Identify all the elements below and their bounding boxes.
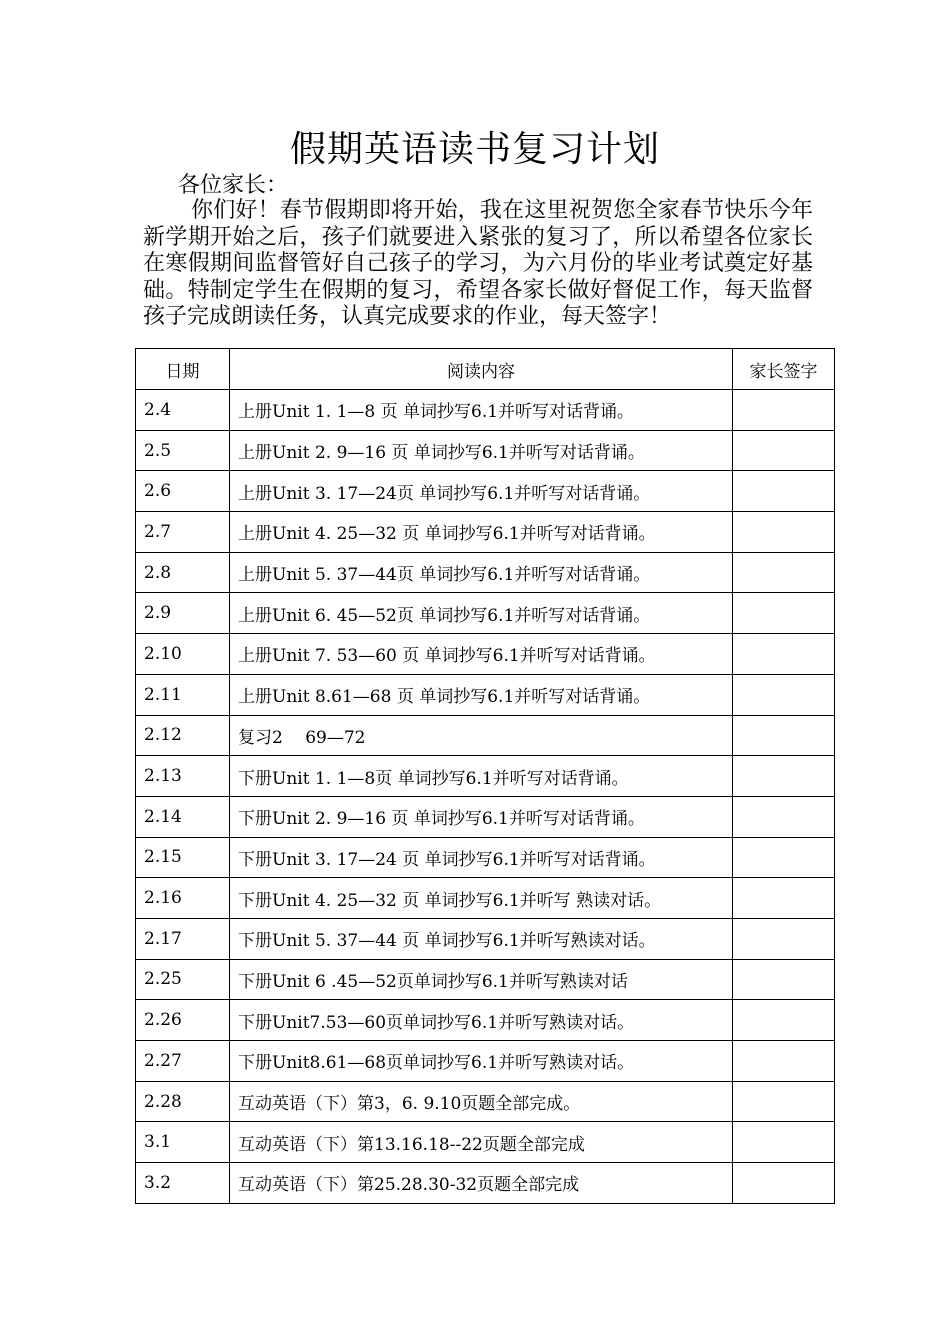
parent-signature-cell[interactable] (733, 837, 835, 878)
date-cell: 2.4 (136, 390, 230, 431)
parent-signature-cell[interactable] (733, 1000, 835, 1041)
table-row (136, 634, 835, 675)
reading-content-cell: 上册Unit 1. 1—8 页 单词抄写6.1并听写对话背诵。 (230, 390, 733, 431)
table-row (136, 1041, 835, 1082)
page-title: 假期英语读书复习计划 (289, 129, 660, 170)
table-row (136, 878, 835, 919)
reading-content-cell: 下册Unit7.53—60页单词抄写6.1并听写熟读对话。 (230, 1000, 733, 1041)
table-row (136, 756, 835, 797)
table-row (136, 512, 835, 553)
table-row (136, 1081, 835, 1122)
reading-content-cell: 上册Unit 3. 17—24页 单词抄写6.1并听写对话背诵。 (230, 471, 733, 512)
parent-signature-cell[interactable] (733, 634, 835, 675)
reading-content-cell: 上册Unit 8.61—68 页 单词抄写6.1并听写对话背诵。 (230, 674, 733, 715)
reading-content-cell: 上册Unit 5. 37—44页 单词抄写6.1并听写对话背诵。 (230, 552, 733, 593)
intro-paragraph: 你们好！春节假期即将开始，我在这里祝贺您全家春节快乐今年新学期开始之后，孩子们就要进入紧张的复习了，所以希望各位家长在寒假期间监督管好自己孩子的学习，为六月份的毕业考试奠定好基础。特制定学生在假期的复习，希望各家长做好督促工作，每天监督孩子完成朗读任务，认真完成要求的作业，每天签字！ (143, 198, 813, 329)
parent-signature-cell[interactable] (733, 430, 835, 471)
reading-content-cell: 下册Unit 5. 37—44 页 单词抄写6.1并听写熟读对话。 (230, 918, 733, 959)
date-cell: 2.8 (136, 552, 230, 593)
date-cell: 2.16 (136, 878, 230, 919)
table-row (136, 918, 835, 959)
date-cell: 2.17 (136, 918, 230, 959)
parent-signature-cell[interactable] (733, 1163, 835, 1204)
parent-signature-cell[interactable] (733, 390, 835, 431)
reading-content-cell: 下册Unit 6 .45—52页单词抄写6.1并听写熟读对话 (230, 959, 733, 1000)
date-cell: 2.15 (136, 837, 230, 878)
parent-signature-cell[interactable] (733, 471, 835, 512)
date-cell: 2.14 (136, 796, 230, 837)
parent-signature-cell[interactable] (733, 959, 835, 1000)
table-row (136, 674, 835, 715)
header-date: 日期 (136, 349, 230, 390)
date-cell: 2.10 (136, 634, 230, 675)
date-cell: 2.6 (136, 471, 230, 512)
reading-content-cell: 下册Unit 1. 1—8页 单词抄写6.1并听写对话背诵。 (230, 756, 733, 797)
reading-content-cell: 下册Unit 4. 25—32 页 单词抄写6.1并听写 熟读对话。 (230, 878, 733, 919)
date-cell: 2.5 (136, 430, 230, 471)
parent-signature-cell[interactable] (733, 1041, 835, 1082)
greeting: 各位家长： (178, 173, 289, 198)
reading-content-cell: 下册Unit 3. 17—24 页 单词抄写6.1并听写对话背诵。 (230, 837, 733, 878)
date-cell: 2.27 (136, 1041, 230, 1082)
table-row (136, 552, 835, 593)
table-row (136, 837, 835, 878)
reading-content-cell: 复习2 69—72 (230, 715, 733, 756)
table-row (136, 715, 835, 756)
parent-signature-cell[interactable] (733, 552, 835, 593)
table-row (136, 796, 835, 837)
date-cell: 2.7 (136, 512, 230, 553)
date-cell: 2.28 (136, 1081, 230, 1122)
table-row (136, 471, 835, 512)
reading-plan-table (135, 348, 835, 1204)
reading-content-cell: 上册Unit 7. 53—60 页 单词抄写6.1并听写对话背诵。 (230, 634, 733, 675)
parent-signature-cell[interactable] (733, 593, 835, 634)
header-reading-content: 阅读内容 (230, 349, 733, 390)
reading-content-cell: 上册Unit 4. 25—32 页 单词抄写6.1并听写对话背诵。 (230, 512, 733, 553)
parent-signature-cell[interactable] (733, 756, 835, 797)
reading-content-cell: 互动英语（下）第25.28.30-32页题全部完成 (230, 1163, 733, 1204)
parent-signature-cell[interactable] (733, 878, 835, 919)
parent-signature-cell[interactable] (733, 674, 835, 715)
date-cell: 2.11 (136, 674, 230, 715)
reading-content-cell: 下册Unit 2. 9—16 页 单词抄写6.1并听写对话背诵。 (230, 796, 733, 837)
reading-content-cell: 互动英语（下）第13.16.18--22页题全部完成 (230, 1122, 733, 1163)
parent-signature-cell[interactable] (733, 715, 835, 756)
table-row (136, 390, 835, 431)
reading-content-cell: 下册Unit8.61—68页单词抄写6.1并听写熟读对话。 (230, 1041, 733, 1082)
table-row (136, 593, 835, 634)
table-row (136, 1163, 835, 1204)
parent-signature-cell[interactable] (733, 918, 835, 959)
reading-content-cell: 上册Unit 6. 45—52页 单词抄写6.1并听写对话背诵。 (230, 593, 733, 634)
table-row (136, 1122, 835, 1163)
date-cell: 2.25 (136, 959, 230, 1000)
parent-signature-cell[interactable] (733, 512, 835, 553)
date-cell: 2.13 (136, 756, 230, 797)
date-cell: 3.1 (136, 1122, 230, 1163)
table-row (136, 430, 835, 471)
reading-content-cell: 上册Unit 2. 9—16 页 单词抄写6.1并听写对话背诵。 (230, 430, 733, 471)
header-parent-signature: 家长签字 (733, 349, 835, 390)
table-row (136, 1000, 835, 1041)
table-header-row (136, 349, 835, 390)
date-cell: 2.9 (136, 593, 230, 634)
date-cell: 3.2 (136, 1163, 230, 1204)
table-row (136, 959, 835, 1000)
parent-signature-cell[interactable] (733, 796, 835, 837)
date-cell: 2.12 (136, 715, 230, 756)
date-cell: 2.26 (136, 1000, 230, 1041)
parent-signature-cell[interactable] (733, 1081, 835, 1122)
parent-signature-cell[interactable] (733, 1122, 835, 1163)
reading-content-cell: 互动英语（下）第3，6. 9.10页题全部完成。 (230, 1081, 733, 1122)
